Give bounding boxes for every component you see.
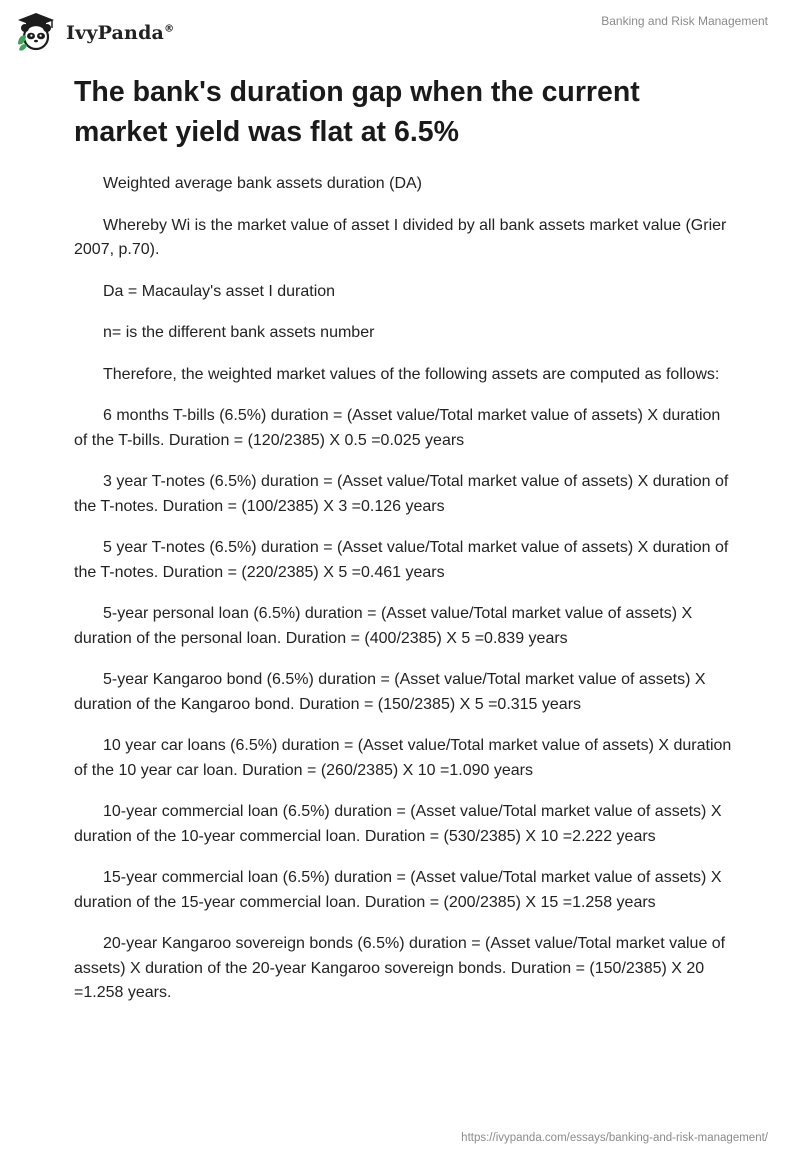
paragraph: Da = Macaulay's asset I duration bbox=[103, 282, 336, 300]
article-body bbox=[74, 172, 736, 1023]
paragraph: 5-year Kangaroo bond (6.5%) duration = (Asset value/Total market value of assets) X duration of the Kangaroo bond. Duration = (150/2385) X 5 =0.315 years bbox=[74, 671, 706, 713]
paragraph: 15-year commercial loan (6.5%) duration = (Asset value/Total market value of assets) X duration of the 15-year commercial loan. Duration = (200/2385) X 15 =1.258 years bbox=[74, 869, 722, 911]
source-url[interactable]: https://ivypanda.com/essays/banking-and-risk-management/ bbox=[461, 1132, 768, 1144]
paragraph: n= is the different bank assets number bbox=[103, 324, 375, 341]
brand-logo[interactable] bbox=[14, 10, 174, 54]
paragraph: 20-year Kangaroo sovereign bonds (6.5%) duration = (Asset value/Total market value of assets) X duration of the 20-year Kangaroo sovereign bonds. Duration = (150/2385) X 20 =1.258 years. bbox=[74, 935, 726, 1001]
paragraph: 10-year commercial loan (6.5%) duration = (Asset value/Total market value of assets) X duration of the 10-year commercial loan. Duration = (530/2385) X 10 =2.222 years bbox=[74, 803, 722, 845]
panda-graduate-icon bbox=[14, 10, 58, 54]
paragraph: 3 year T-notes (6.5%) duration = (Asset value/Total market value of assets) X duration of the T-notes. Duration = (100/2385) X 3 =0.126 years bbox=[74, 473, 729, 515]
paragraph: Whereby Wi is the market value of asset I divided by all bank assets market value (Grier 2007, p.70). bbox=[74, 216, 727, 258]
paragraph: Weighted average bank assets duration (DA) bbox=[103, 175, 422, 192]
brand-name: IvyPanda® bbox=[66, 22, 175, 44]
paragraph: 5 year T-notes (6.5%) duration = (Asset value/Total market value of assets) X duration of the T-notes. Duration = (220/2385) X 5 =0.461 years bbox=[74, 539, 729, 581]
registered-mark: ® bbox=[164, 23, 175, 35]
paragraph: 5-year personal loan (6.5%) duration = (Asset value/Total market value of assets) X duration of the personal loan. Duration = (400/2385) X 5 =0.839 years bbox=[74, 605, 693, 647]
category-label: Banking and Risk Management bbox=[601, 14, 768, 28]
paragraph: 6 months T-bills (6.5%) duration = (Asset value/Total market value of assets) X duration of the T-bills. Duration = (120/2385) X 0.5 =0.025 years bbox=[74, 407, 721, 449]
paragraph: Therefore, the weighted market values of the following assets are computed as follows: bbox=[103, 365, 720, 383]
page-header bbox=[0, 0, 800, 60]
paragraph: 10 year car loans (6.5%) duration = (Asset value/Total market value of assets) X duration of the 10 year car loan. Duration = (260/2385) X 10 =1.090 years bbox=[74, 737, 732, 779]
article-title: The bank's duration gap when the current market yield was flat at 6.5% bbox=[74, 76, 640, 148]
